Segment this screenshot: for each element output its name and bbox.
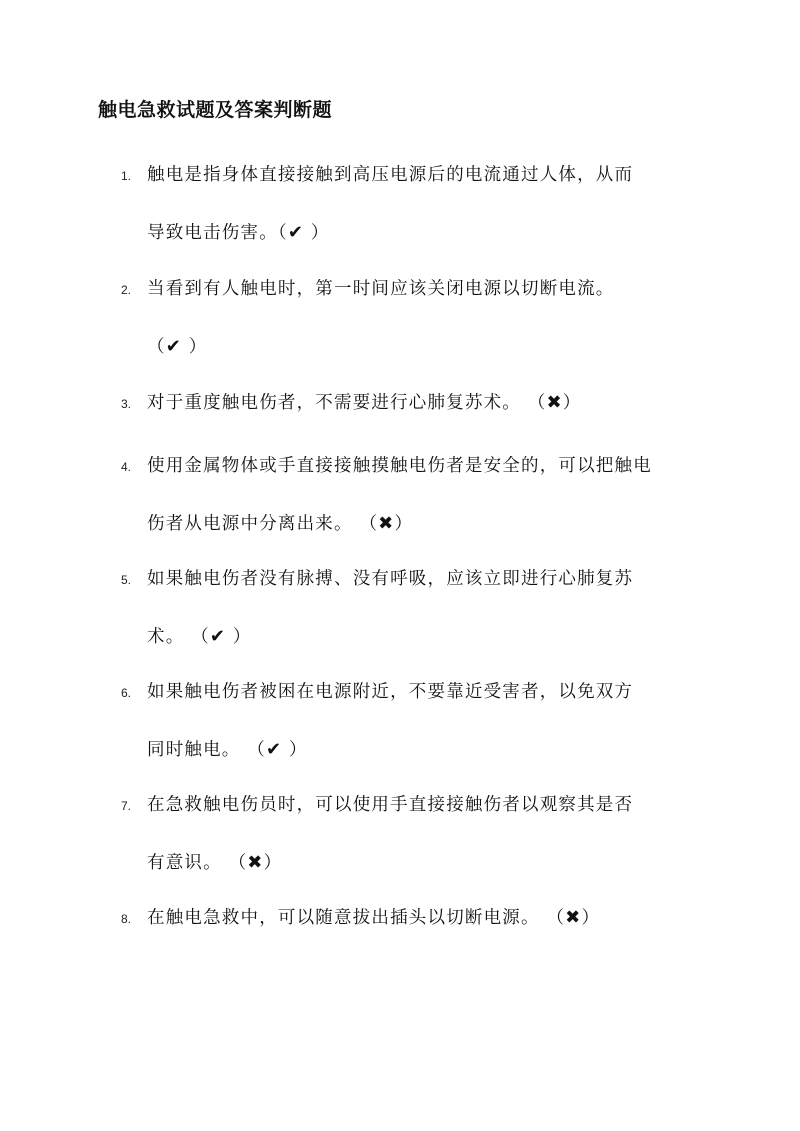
question-number: 8. [121, 912, 132, 926]
answer-open-paren: （ [240, 740, 266, 760]
question-text: 如果触电伤者被困在电源附近，不要靠近受害者，以免双方 [147, 682, 634, 702]
question-text-line [147, 792, 692, 818]
question-text: 在触电急救中，可以随意拔出插头以切断电源。 [147, 908, 540, 928]
answer-marker [241, 740, 308, 760]
question-text: 当看到有人触电时，第一时间应该关闭电源以切断电流。 [147, 279, 615, 299]
question-number: 1. [121, 169, 132, 183]
check-mark-icon: ✔ [265, 739, 283, 760]
question-text-line [147, 679, 692, 705]
question-number: 7. [121, 799, 132, 813]
cross-mark-icon: ✖ [565, 907, 582, 928]
check-mark-icon: ✔ [287, 222, 305, 243]
answer-close-paren: ） [226, 627, 252, 647]
question-text-line [147, 220, 692, 246]
question-text-continued: 同时触电。 [147, 740, 241, 760]
question-text-continued: 导致电击伤害。 [147, 223, 278, 243]
question-text-line [147, 905, 692, 931]
check-mark-icon: ✔ [165, 336, 182, 357]
question-text-line [147, 276, 692, 302]
answer-marker [353, 514, 413, 534]
answer-close-paren: ） [562, 393, 582, 413]
question-number: 4. [121, 460, 132, 474]
question-text: 使用金属物体或手直接接触摸触电伤者是安全的，可以把触电 [147, 456, 652, 476]
answer-open-paren: （ [352, 514, 379, 534]
question-text: 对于重度触电伤者，不需要进行心肺复苏术。 [147, 393, 521, 413]
answer-open-paren: （ [147, 337, 166, 357]
question-text: 触电是指身体直接接触到高压电源后的电流通过人体，从而 [147, 165, 634, 185]
question-text-continued: 有意识。 [147, 853, 222, 873]
answer-marker [521, 393, 581, 413]
question-text-line [147, 624, 692, 650]
answer-close-paren: ） [581, 908, 601, 928]
cross-mark-icon: ✖ [546, 392, 563, 413]
question-number: 2. [121, 283, 132, 297]
answer-marker [147, 337, 207, 357]
question-text-line [147, 566, 692, 592]
question-text-line [147, 511, 692, 537]
answer-marker [278, 223, 330, 243]
document-title: 触电急救试题及答案判断题 [98, 99, 333, 121]
answer-close-paren: ） [263, 853, 283, 873]
question-text-line [147, 334, 692, 360]
answer-close-paren: ） [282, 740, 308, 760]
question-number: 5. [121, 573, 132, 587]
answer-close-paren: ） [394, 514, 414, 534]
answer-open-paren: （ [521, 393, 547, 413]
question-text-line [147, 162, 692, 188]
answer-open-paren: （ [184, 627, 210, 647]
question-text-line [147, 453, 692, 479]
question-text: 如果触电伤者没有脉搏、没有呼吸，应该立即进行心肺复苏 [147, 569, 634, 589]
question-text-continued: 术。 [147, 627, 185, 647]
question-text-line [147, 737, 692, 763]
answer-marker [184, 627, 251, 647]
question-text: 在急救触电伤员时，可以使用手直接接触伤者以观察其是否 [147, 795, 634, 815]
question-text-line [147, 850, 692, 876]
answer-marker [540, 908, 600, 928]
answer-marker [222, 853, 282, 873]
answer-open-paren: （ [539, 908, 566, 928]
question-text-line [147, 390, 692, 416]
cross-mark-icon: ✖ [378, 513, 395, 534]
cross-mark-icon: ✖ [247, 852, 264, 873]
answer-close-paren: ） [182, 337, 208, 357]
question-number: 3. [121, 397, 132, 411]
check-mark-icon: ✔ [209, 626, 227, 647]
answer-open-paren: （ [221, 853, 248, 873]
answer-close-paren: ） [304, 223, 330, 243]
question-number: 6. [121, 686, 132, 700]
answer-open-paren: （ [277, 223, 288, 243]
question-text-continued: 伤者从电源中分离出来。 [147, 514, 353, 534]
